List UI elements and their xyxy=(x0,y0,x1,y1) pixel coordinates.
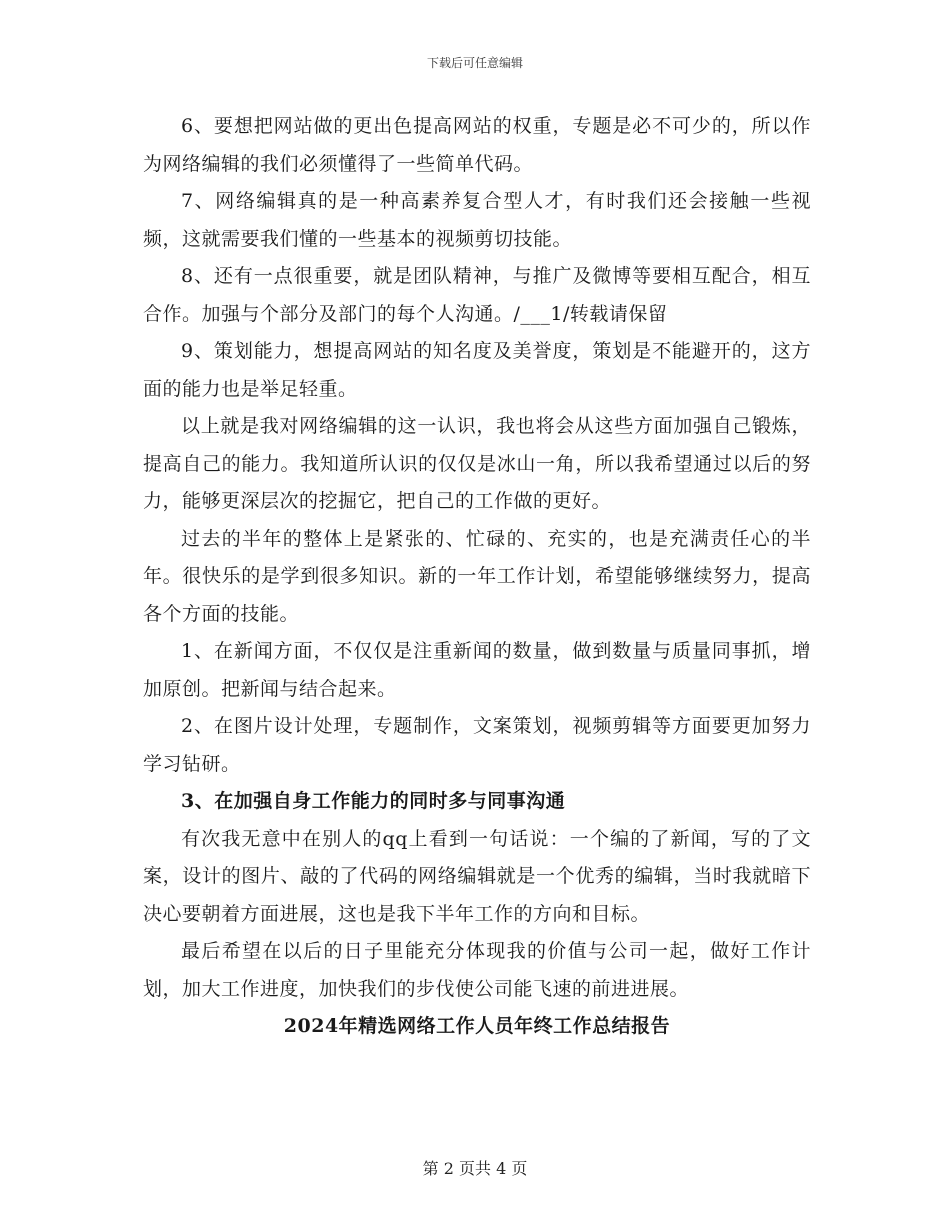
document-body xyxy=(143,108,811,1046)
paragraph-anecdote: 有次我无意中在别人的qq上看到一句话说：一个编的了新闻，写的了文案，设计的图片、敲的了代码的网络编辑就是一个优秀的编辑，当时我就暗下决心要朝着方面进展，这也是我下半年工作的方向和目标。 xyxy=(143,827,811,925)
section-title: 2024年精选网络工作人员年终工作总结报告 xyxy=(283,1015,671,1037)
page-header-note: 下载后可任意编辑 xyxy=(426,56,523,70)
paragraph-plan-1: 1、在新闻方面，不仅仅是注重新闻的数量，做到数量与质量同事抓，增加原创。把新闻与结合起来。 xyxy=(143,640,811,700)
paragraph-item-8: 8、还有一点很重要，就是团队精神，与推广及微博等要相互配合，相互合作。加强与个部分及部门的每个人沟通。/___1/转载请保留 xyxy=(143,265,811,325)
paragraph-item-7: 7、网络编辑真的是一种高素养复合型人才，有时我们还会接触一些视频，这就需要我们懂的一些基本的视频剪切技能。 xyxy=(143,190,811,250)
paragraph-item-9: 9、策划能力，想提高网站的知名度及美誉度，策划是不能避开的，这方面的能力也是举足轻重。 xyxy=(143,340,811,400)
paragraph-conclusion: 最后希望在以后的日子里能充分体现我的价值与公司一起，做好工作计划，加大工作进度，加快我们的步伐使公司能飞速的前进进展。 xyxy=(143,940,811,1000)
paragraph-plan-3-heading: 3、在加强自身工作能力的同时多与同事沟通 xyxy=(181,790,566,812)
paragraph-plan-2: 2、在图片设计处理，专题制作，文案策划，视频剪辑等方面要更加努力学习钻研。 xyxy=(143,715,811,775)
page-footer: 第 2 页共 4 页 xyxy=(422,1159,528,1178)
paragraph-item-6: 6、要想把网站做的更出色提高网站的权重，专题是必不可少的，所以作为网络编辑的我们必须懂得了一些简单代码。 xyxy=(143,115,811,175)
paragraph-summary: 以上就是我对网络编辑的这一认识，我也将会从这些方面加强自己锻炼，提高自己的能力。我知道所认识的仅仅是冰山一角，所以我希望通过以后的努力，能够更深层次的挖掘它，把自己的工作做的更好。 xyxy=(143,415,811,512)
paragraph-review: 过去的半年的整体上是紧张的、忙碌的、充实的，也是充满责任心的半年。很快乐的是学到很多知识。新的一年工作计划，希望能够继续努力，提高各个方面的技能。 xyxy=(143,527,811,625)
